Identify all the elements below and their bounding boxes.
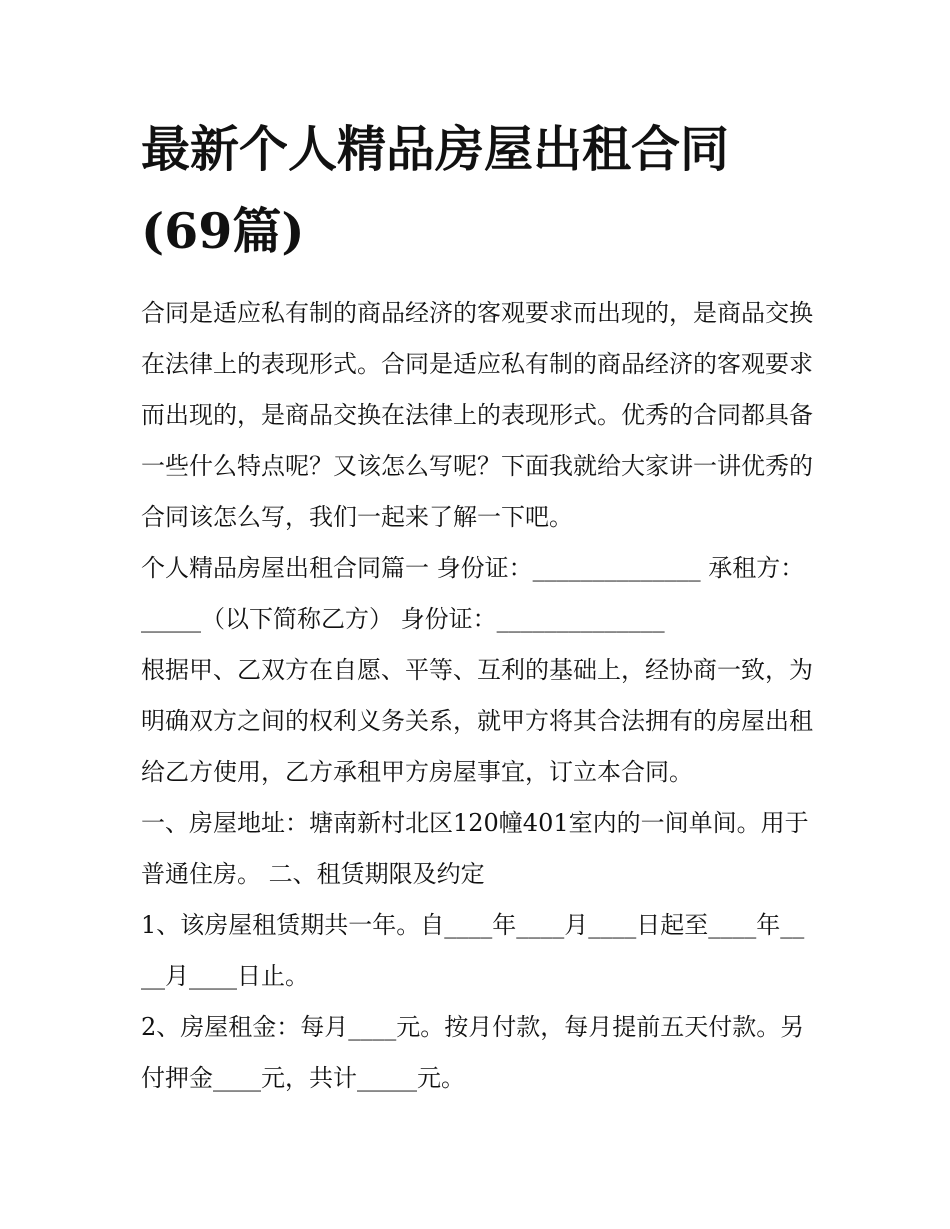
document-title: 最新个人精品房屋出租合同(69篇) [141,120,730,260]
party-info-paragraph: 个人精品房屋出租合同篇一 身份证：______________ 承租方：_____（以下简称乙方） 身份证：______________ [141,554,805,633]
rent-payment-paragraph: 2、房屋租金：每月____元。按月付款，每月提前五天付款。另付押金____元，共计_____元。 [141,1013,805,1092]
house-address-paragraph: 一、房屋地址：塘南新村北区120幢401室内的一间单间。用于普通住房。 二、租赁期限及约定 [141,809,809,888]
lease-term-paragraph: 1、该房屋租赁期共一年。自____年____月____日起至____年____月____日止。 [141,911,805,990]
agreement-basis-paragraph: 根据甲、乙双方在自愿、平等、互利的基础上，经协商一致，为明确双方之间的权利义务关系，就甲方将其合法拥有的房屋出租给乙方使用，乙方承租甲方房屋事宜，订立本合同。 [141,656,813,786]
intro-paragraph: 合同是适应私有制的商品经济的客观要求而出现的，是商品交换在法律上的表现形式。合同是适应私有制的商品经济的客观要求而出现的，是商品交换在法律上的表现形式。优秀的合同都具备一些什么特点呢？又该怎么写呢？下面我就给大家讲一讲优秀的合同该怎么写，我们一起来了解一下吧。 [141,299,813,531]
document-page [141,108,816,1104]
